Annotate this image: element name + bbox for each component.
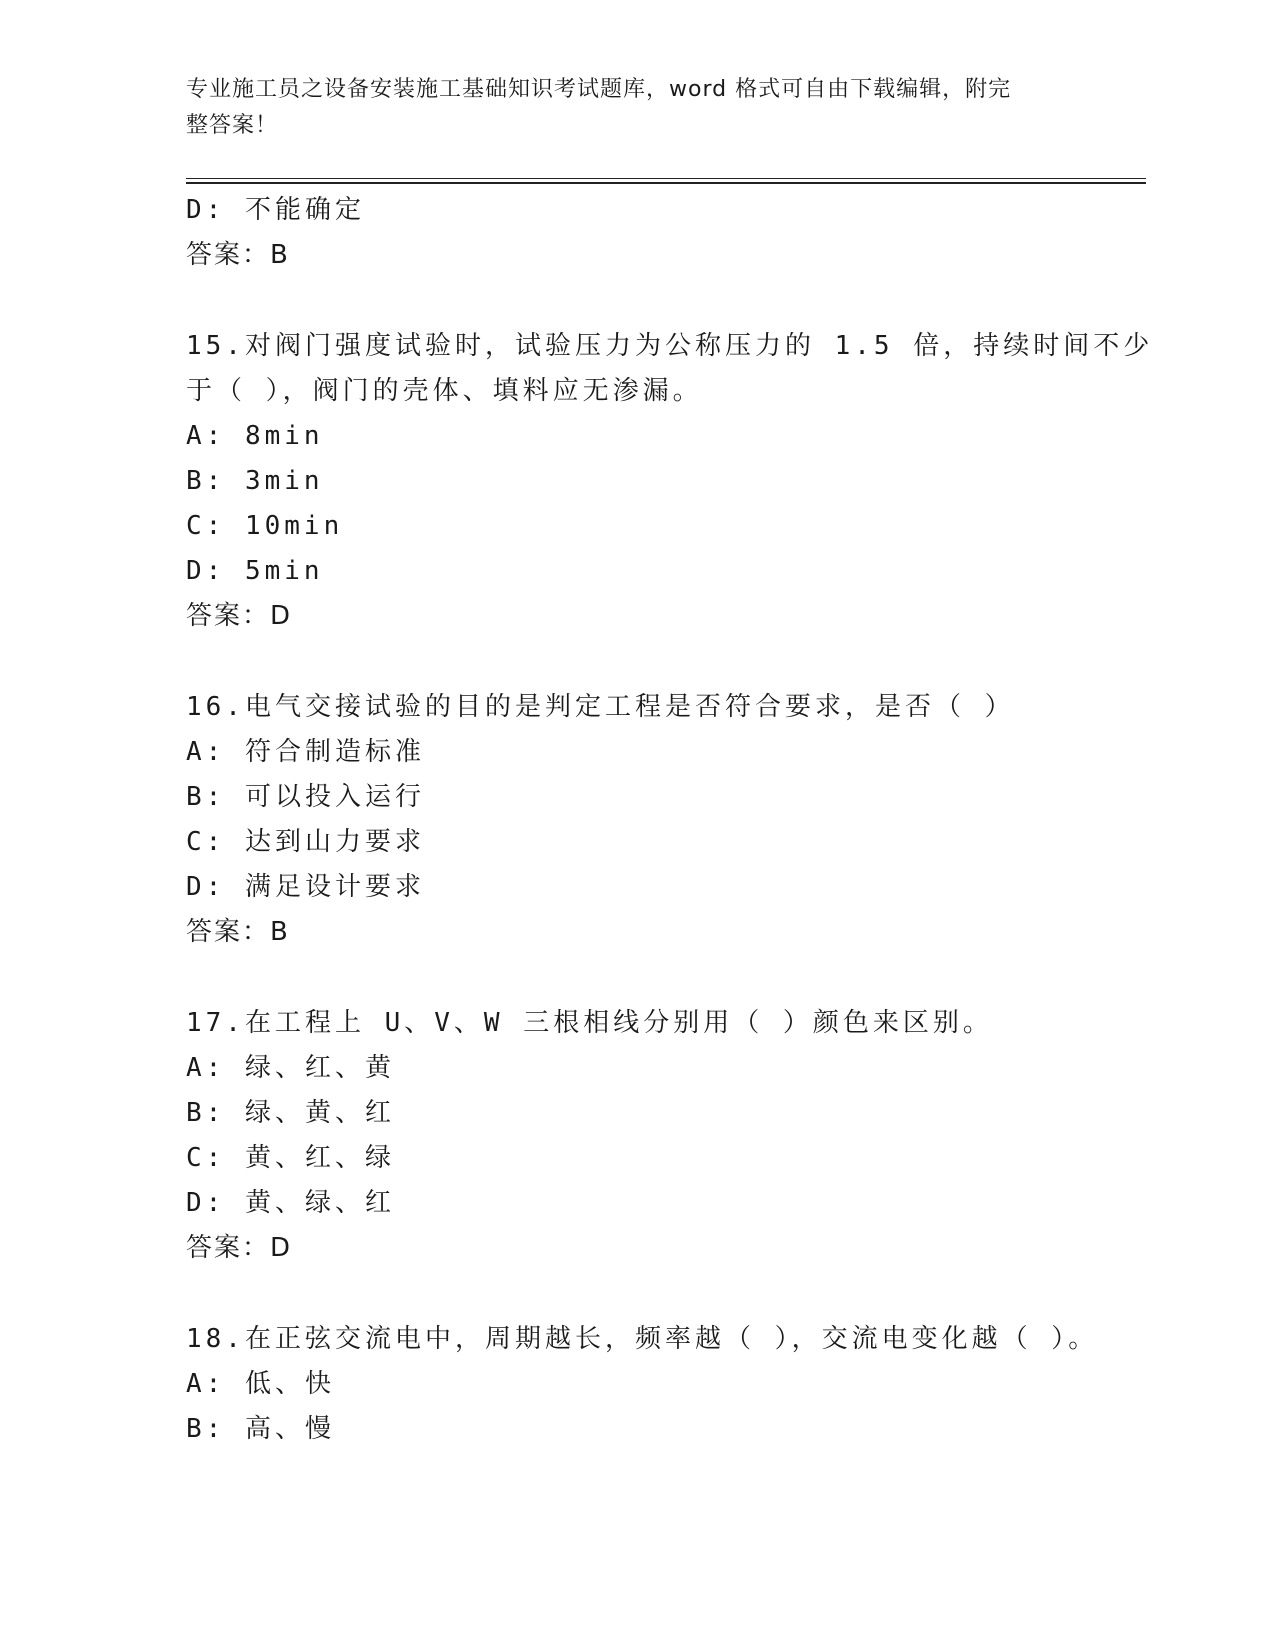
answer: 答案：D: [186, 1233, 293, 1263]
page-header: [186, 72, 1066, 144]
option-d: D: 满足设计要求: [186, 872, 425, 902]
header-line-2: 整答案！: [186, 113, 279, 138]
header-divider-thin: [186, 178, 1146, 179]
question-stem-continued: 于（ ），阀门的壳体、填料应无渗漏。: [186, 376, 703, 406]
option-d: D: 不能确定: [186, 195, 365, 225]
question-14-tail: [186, 188, 1146, 278]
option-a: A: 8min: [186, 421, 324, 451]
spacer: [186, 278, 1146, 324]
spacer: [186, 639, 1146, 685]
option-c: C: 达到山力要求: [186, 827, 425, 857]
option-d: D: 5min: [186, 556, 324, 586]
option-d: D: 黄、绿、红: [186, 1188, 395, 1218]
option-b: B: 可以投入运行: [186, 782, 425, 812]
option-a: A: 符合制造标准: [186, 737, 425, 767]
option-a: A: 绿、红、黄: [186, 1053, 395, 1083]
option-a: A: 低、快: [186, 1369, 335, 1399]
option-c: C: 10min: [186, 511, 344, 541]
option-b: B: 高、慢: [186, 1414, 335, 1444]
question-18: [186, 1317, 1146, 1452]
question-stem: 17.在工程上 U、V、W 三根相线分别用（ ）颜色来区别。: [186, 1008, 993, 1038]
answer: 答案：B: [186, 240, 290, 270]
option-b: B: 绿、黄、红: [186, 1098, 395, 1128]
answer: 答案：B: [186, 917, 290, 947]
question-17: [186, 1001, 1146, 1271]
header-divider-thick: [186, 182, 1146, 184]
question-stem: 15.对阀门强度试验时，试验压力为公称压力的 1.5 倍，持续时间不少: [186, 331, 1154, 361]
document-body: [186, 188, 1154, 1452]
spacer: [186, 955, 1146, 1001]
question-stem: 16.电气交接试验的目的是判定工程是否符合要求，是否（ ）: [186, 692, 1015, 722]
option-c: C: 黄、红、绿: [186, 1143, 395, 1173]
question-15: [186, 324, 1154, 639]
answer: 答案：D: [186, 601, 293, 631]
spacer: [186, 1271, 1146, 1317]
question-stem: 18.在正弦交流电中，周期越长，频率越（ ），交流电变化越（ ）。: [186, 1324, 1099, 1354]
question-16: [186, 685, 1146, 955]
option-b: B: 3min: [186, 466, 324, 496]
header-line-1: 专业施工员之设备安装施工基础知识考试题库，word 格式可自由下载编辑，附完: [186, 77, 1012, 102]
